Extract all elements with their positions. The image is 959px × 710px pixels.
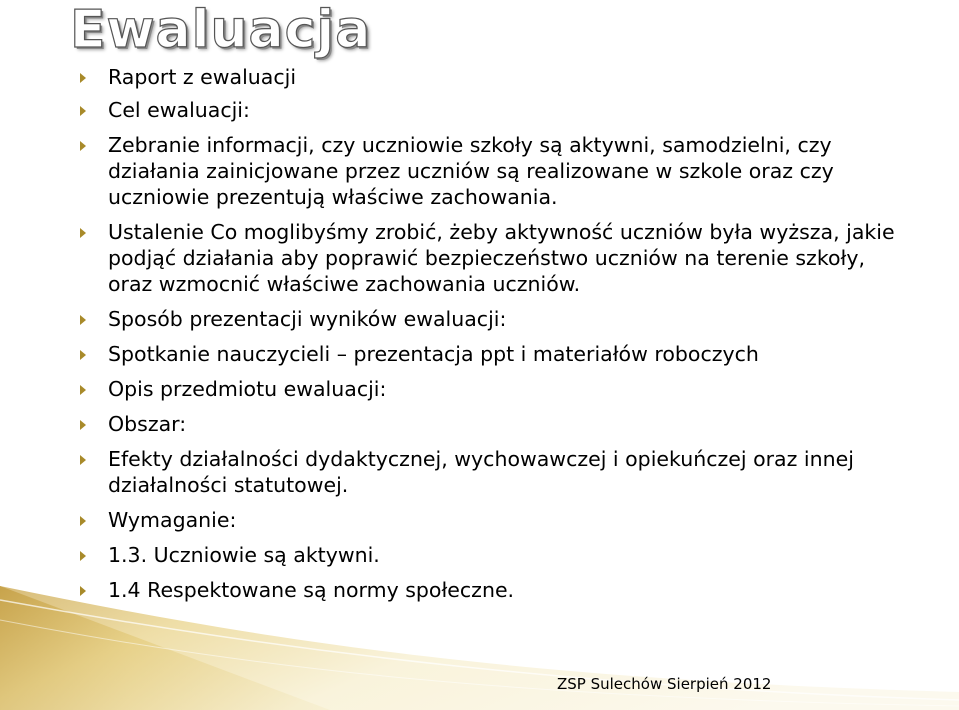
triangle-bullet-icon [80, 73, 86, 83]
bullet-item [80, 341, 958, 367]
bullet-text: Obszar: [108, 412, 187, 436]
bullet-item [80, 446, 958, 498]
triangle-bullet-icon [80, 228, 86, 238]
triangle-bullet-icon [80, 315, 86, 325]
slide-title: Ewaluacja [70, 0, 372, 60]
bullet-item [80, 411, 958, 437]
triangle-bullet-icon [80, 350, 86, 360]
bullet-item [80, 507, 958, 533]
bullet-item [80, 97, 958, 123]
bullet-item [80, 219, 958, 297]
bullet-item [80, 376, 958, 402]
triangle-bullet-icon [80, 420, 86, 430]
bullet-text: 1.4 Respektowane są normy społeczne. [108, 578, 515, 602]
bullet-item [80, 577, 958, 603]
triangle-bullet-icon [80, 106, 86, 116]
bullet-item [80, 132, 958, 210]
bullet-text: Wymaganie: [108, 508, 237, 532]
bullet-text: Zebranie informacji, czy uczniowie szkoły są aktywni, samodzielni, czy działania zainicjowane przez uczniów są realizowane w szkole oraz czy uczniowie prezentują właściwe zachowania. [108, 133, 834, 209]
triangle-bullet-icon [80, 516, 86, 526]
triangle-bullet-icon [80, 455, 86, 465]
bullet-text: Ustalenie Co moglibyśmy zrobić, żeby aktywność uczniów była wyższa, jakie podjąć działania aby poprawić bezpieczeństwo uczniów na terenie szkoły, oraz wzmocnić właściwe zachowania uczniów. [108, 220, 895, 296]
bullet-item [80, 306, 958, 332]
footer-text: ZSP Sulechów Sierpień 2012 [557, 675, 772, 693]
bullet-text: Sposób prezentacji wyników ewaluacji: [108, 307, 507, 331]
bullet-item [80, 542, 958, 568]
bullet-text: Spotkanie nauczycieli – prezentacja ppt i materiałów roboczych [108, 342, 759, 366]
bullet-text: Efekty działalności dydaktycznej, wychowawczej i opiekuńczej oraz innej działalności statutowej. [108, 447, 854, 497]
triangle-bullet-icon [80, 586, 86, 596]
triangle-bullet-icon [80, 551, 86, 561]
bullet-item [80, 64, 958, 90]
triangle-bullet-icon [80, 385, 86, 395]
triangle-bullet-icon [80, 141, 86, 151]
bullet-list [80, 64, 958, 603]
bullet-text: Raport z ewaluacji [108, 65, 297, 89]
bullet-text: Opis przedmiotu ewaluacji: [108, 377, 387, 401]
bullet-text: 1.3. Uczniowie są aktywni. [108, 543, 380, 567]
bullet-text: Cel ewaluacji: [108, 98, 250, 122]
